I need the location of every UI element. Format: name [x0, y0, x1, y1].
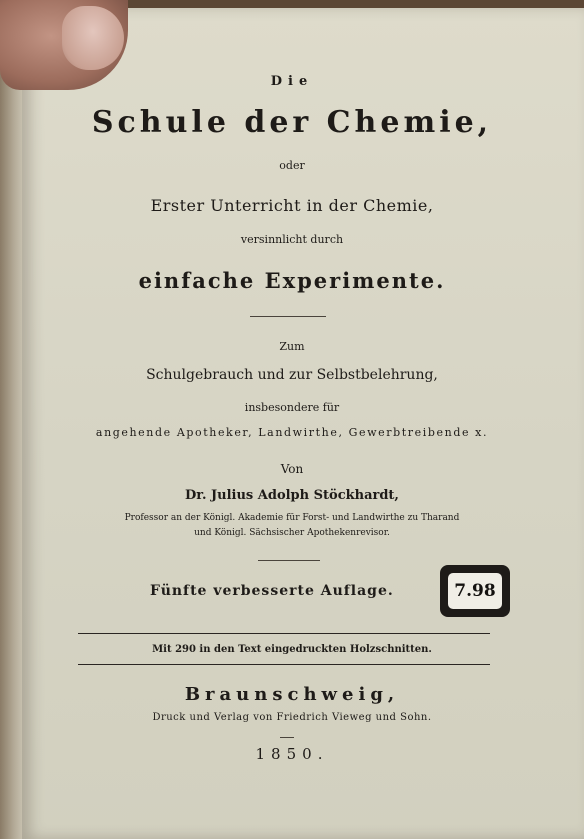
book-top-edge: [100, 0, 584, 8]
stamp-number: 7.98: [448, 573, 502, 609]
woodcuts-text: Mit 290 in den Text eingedruckten Holzschnitten.: [152, 644, 432, 655]
author-name: Dr. Julius Adolph Stöckhardt,: [185, 488, 399, 503]
rule-bottom: [78, 664, 490, 665]
schulgebrauch-text: Schulgebrauch und zur Selbstbelehrung,: [146, 367, 438, 383]
rule-top: [78, 633, 490, 634]
thumb-nail: [62, 6, 124, 70]
publisher-text: Druck und Verlag von Friedrich Vieweg und Sohn.: [152, 712, 432, 723]
audience-text: angehende Apotheker, Landwirthe, Gewerbtreibende x.: [95, 426, 489, 439]
von-text: Von: [280, 462, 304, 476]
divider-rule-2: [258, 560, 320, 561]
edition-text: Fünfte verbesserte Auflage.: [150, 583, 394, 599]
title-die: Die: [270, 74, 314, 89]
divider-rule-3: [280, 737, 294, 738]
author-title-line-2: und Königl. Sächsischer Apothekenrevisor.: [194, 528, 390, 538]
divider-rule-1: [250, 316, 326, 317]
einfache-experimente: einfache Experimente.: [138, 268, 446, 293]
zum-text: Zum: [279, 340, 305, 353]
library-stamp: [440, 565, 510, 617]
insbesondere-text: insbesondere für: [244, 401, 340, 414]
year-text: 1850.: [255, 745, 329, 763]
author-title-line-1: Professor an der Königl. Akademie für Forst- und Landwirthe zu Tharand: [124, 513, 460, 523]
city-text: Braunschweig,: [184, 684, 400, 705]
subtitle: Erster Unterricht in der Chemie,: [150, 196, 434, 215]
page-title: Schule der Chemie,: [91, 105, 493, 140]
versinnlicht-text: versinnlicht durch: [240, 233, 344, 246]
title-oder: oder: [279, 159, 305, 172]
